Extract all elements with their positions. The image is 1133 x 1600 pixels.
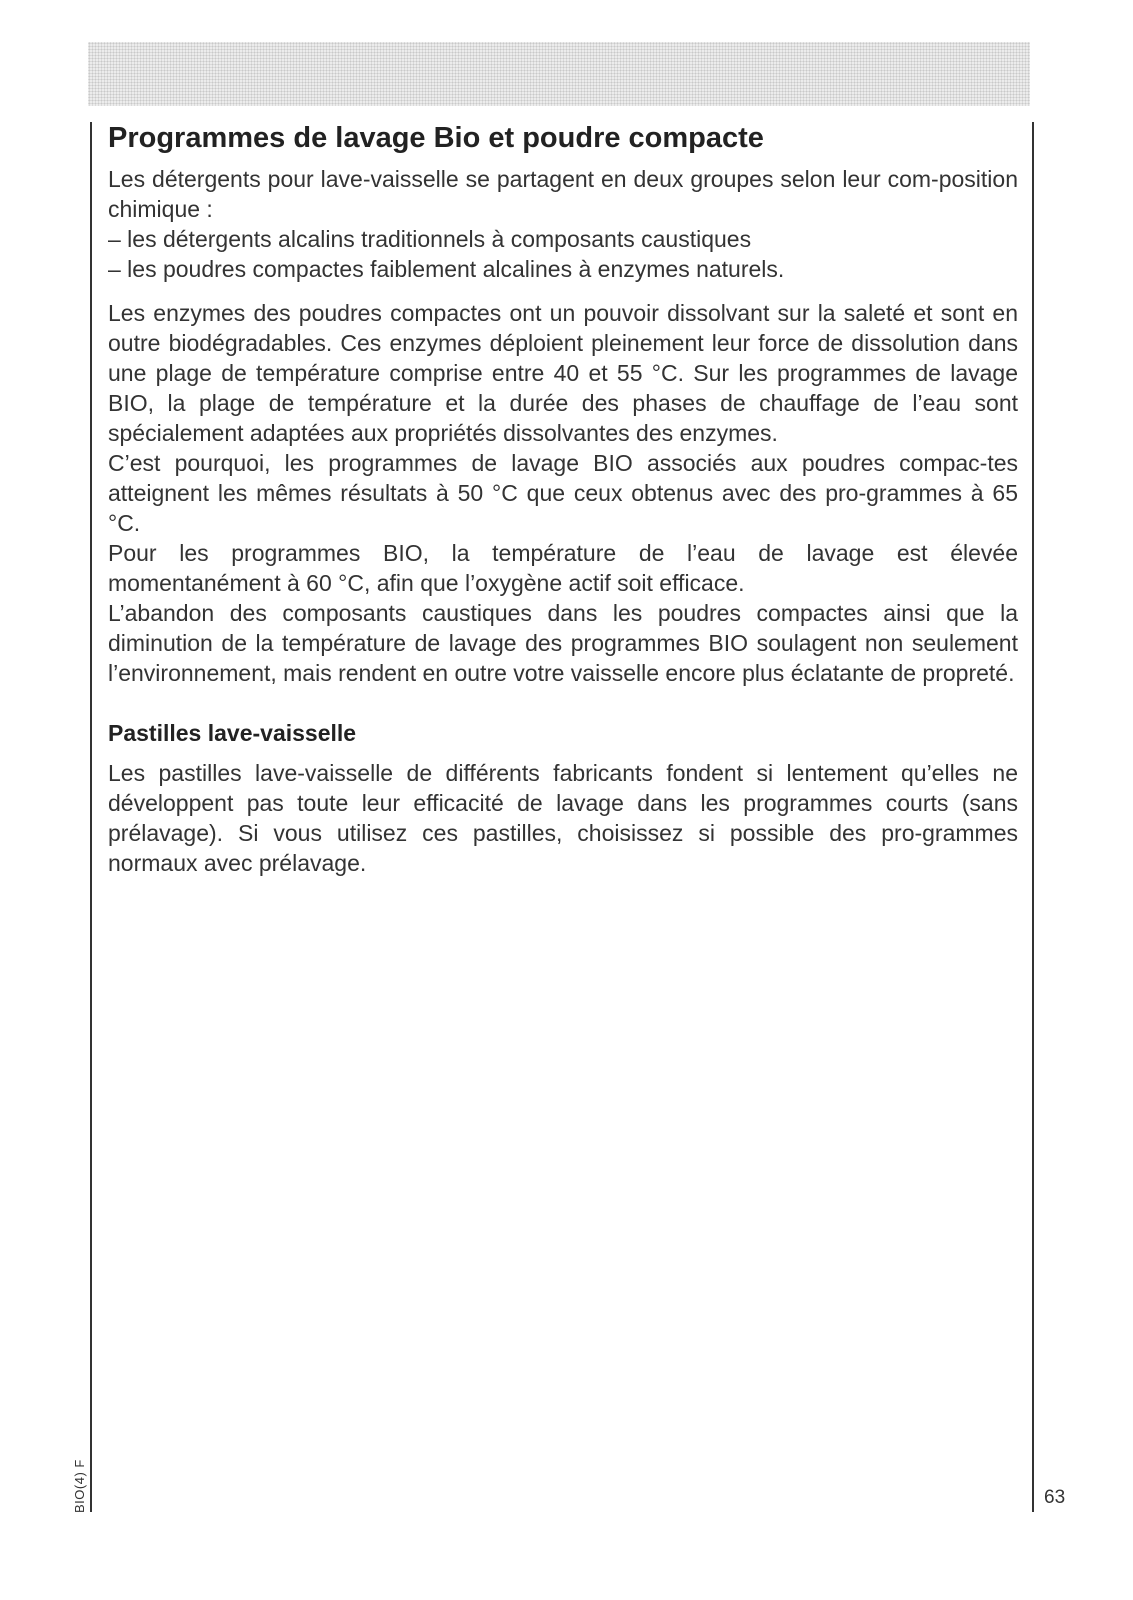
subsection-paragraph: Les pastilles lave-vaisselle de différents fabricants fondent si lentement qu’elles ne développent pas toute leur efficacité de lavage dans les programmes courts (sans prélavage). Si vous utilisez ces pastilles, choisissez si possible des pro-grammes normaux avec prélavage. (108, 760, 1018, 876)
left-margin-rule (90, 122, 92, 1512)
intro-line: Les détergents pour lave-vaisselle se partagent en deux groupes selon leur com-position chimique : (108, 166, 1018, 222)
page-content (108, 118, 1018, 878)
subsection-title: Pastilles lave-vaisselle (108, 720, 357, 746)
body-paragraph: C’est pourquoi, les programmes de lavage BIO associés aux poudres compac-tes atteignent les mêmes résultats à 50 °C que ceux obtenus avec des pro-grammes à 65 °C. (108, 450, 1018, 536)
section-title: Programmes de lavage Bio et poudre compacte (108, 122, 764, 154)
header-band (88, 42, 1030, 106)
body-block (108, 298, 1018, 688)
body-paragraph: Pour les programmes BIO, la température de l’eau de lavage est élevée momentanément à 60 °C, afin que l’oxygène actif soit efficace. (108, 540, 1018, 596)
intro-list-item: – les poudres compactes faiblement alcalines à enzymes naturels. (108, 256, 785, 282)
page-number: 63 (1044, 1487, 1066, 1508)
body-paragraph: Les enzymes des poudres compactes ont un pouvoir dissolvant sur la saleté et sont en outre biodégradables. Ces enzymes déploient pleinement leur force de dissolution dans une plage de température comprise entre 40 et 55 °C. Sur les programmes de lavage BIO, la plage de température et la durée des phases de chauffage de l’eau sont spécialement adaptées aux propriétés dissolvantes des enzymes. (108, 300, 1018, 446)
right-margin-rule (1032, 122, 1034, 1512)
intro-list-item: – les détergents alcalins traditionnels à composants caustiques (108, 226, 752, 252)
body-paragraph: L’abandon des composants caustiques dans les poudres compactes ainsi que la diminution de la température de lavage des programmes BIO soulagent non seulement l’environnement, mais rendent en outre votre vaisselle encore plus éclatante de propreté. (108, 600, 1018, 686)
intro-block (108, 164, 1018, 284)
side-label: BIO(4) F (72, 1459, 87, 1513)
